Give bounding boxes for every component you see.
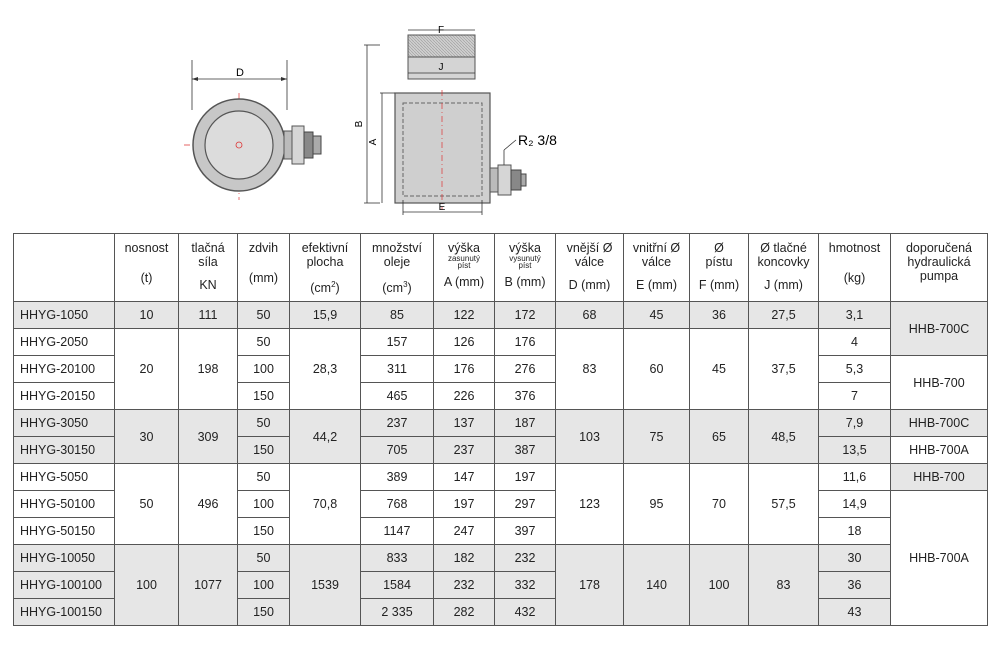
zdvih-cell: 150 — [238, 437, 290, 464]
vyska-a-cell: 126 — [434, 329, 495, 356]
zdvih-cell: 50 — [238, 464, 290, 491]
plocha-cell: 15,9 — [290, 302, 361, 329]
oleje-cell: 1584 — [361, 572, 434, 599]
header-model — [14, 234, 115, 302]
d-cell: 103 — [556, 410, 624, 464]
vyska-a-cell: 237 — [434, 437, 495, 464]
nosnost-cell: 100 — [115, 545, 179, 626]
nosnost-cell: 30 — [115, 410, 179, 464]
j-cell: 57,5 — [749, 464, 819, 545]
port-label: R₂ 3/8 — [518, 132, 557, 148]
oleje-cell: 389 — [361, 464, 434, 491]
e-cell: 60 — [624, 329, 690, 410]
vyska-b-cell: 187 — [495, 410, 556, 437]
sila-cell: 198 — [179, 329, 238, 410]
pump-cell: HHB-700A — [891, 491, 988, 626]
vyska-b-cell: 197 — [495, 464, 556, 491]
label-B: B — [354, 120, 365, 128]
j-cell: 48,5 — [749, 410, 819, 464]
f-cell: 100 — [690, 545, 749, 626]
zdvih-cell: 150 — [238, 518, 290, 545]
zdvih-cell: 50 — [238, 302, 290, 329]
pump-cell: HHB-700 — [891, 356, 988, 410]
vyska-a-cell: 197 — [434, 491, 495, 518]
vyska-a-cell: 232 — [434, 572, 495, 599]
header-plocha: efektivní plocha $(cm^2)$ — [290, 234, 361, 302]
plocha-cell: 70,8 — [290, 464, 361, 545]
sila-cell: 309 — [179, 410, 238, 464]
j-cell: 27,5 — [749, 302, 819, 329]
header-hmotnost: hmotnost (kg) — [819, 234, 891, 302]
pump-cell: HHB-700 — [891, 464, 988, 491]
vyska-b-cell: 176 — [495, 329, 556, 356]
kg-cell: 36 — [819, 572, 891, 599]
vyska-a-cell: 122 — [434, 302, 495, 329]
model-cell: HHYG-5050 — [14, 464, 115, 491]
plocha-cell: 44,2 — [290, 410, 361, 464]
vyska-b-cell: 397 — [495, 518, 556, 545]
sila-cell: 1077 — [179, 545, 238, 626]
oleje-cell: 2 335 — [361, 599, 434, 626]
header-vyska-b: výška vysunutý píst B (mm) — [495, 234, 556, 302]
pump-cell: HHB-700A — [891, 437, 988, 464]
kg-cell: 3,1 — [819, 302, 891, 329]
model-cell: HHYG-100150 — [14, 599, 115, 626]
kg-cell: 14,9 — [819, 491, 891, 518]
header-oleje: množství oleje $(cm^3)$ — [361, 234, 434, 302]
f-cell: 70 — [690, 464, 749, 545]
header-vyska-a: výška zasunutý píst A (mm) — [434, 234, 495, 302]
model-cell: HHYG-30150 — [14, 437, 115, 464]
vyska-a-cell: 147 — [434, 464, 495, 491]
j-cell: 83 — [749, 545, 819, 626]
zdvih-cell: 100 — [238, 572, 290, 599]
header-zdvih: zdvih (mm) — [238, 234, 290, 302]
label-F: F — [437, 25, 445, 36]
nosnost-cell: 20 — [115, 329, 179, 410]
kg-cell: 7 — [819, 383, 891, 410]
zdvih-cell: 150 — [238, 383, 290, 410]
kg-cell: 11,6 — [819, 464, 891, 491]
label-J: J — [438, 62, 444, 73]
header-vnejsi: vnější Ø válce D (mm) — [556, 234, 624, 302]
oleje-cell: 1147 — [361, 518, 434, 545]
spec-table — [13, 233, 988, 626]
plocha-cell: 1539 — [290, 545, 361, 626]
kg-cell: 43 — [819, 599, 891, 626]
oleje-cell: 465 — [361, 383, 434, 410]
label-D: D — [236, 67, 244, 79]
kg-cell: 13,5 — [819, 437, 891, 464]
oleje-cell: 157 — [361, 329, 434, 356]
oleje-cell: 85 — [361, 302, 434, 329]
nosnost-cell: 10 — [115, 302, 179, 329]
d-cell: 68 — [556, 302, 624, 329]
oleje-cell: 237 — [361, 410, 434, 437]
kg-cell: 5,3 — [819, 356, 891, 383]
e-cell: 75 — [624, 410, 690, 464]
header-nosnost: nosnost (t) — [115, 234, 179, 302]
oleje-cell: 311 — [361, 356, 434, 383]
zdvih-cell: 50 — [238, 329, 290, 356]
header-pumpa: doporučená hydraulická pumpa — [891, 234, 988, 302]
oleje-cell: 768 — [361, 491, 434, 518]
d-cell: 178 — [556, 545, 624, 626]
top-view — [184, 60, 321, 200]
vyska-b-cell: 332 — [495, 572, 556, 599]
d-cell: 83 — [556, 329, 624, 410]
f-cell: 36 — [690, 302, 749, 329]
pump-cell: HHB-700C — [891, 410, 988, 437]
header-sila: tlačná síla KN — [179, 234, 238, 302]
kg-cell: 7,9 — [819, 410, 891, 437]
model-cell: HHYG-10050 — [14, 545, 115, 572]
header-vnitrni: vnitřní Ø válce E (mm) — [624, 234, 690, 302]
cylinder-drawing — [0, 0, 1000, 232]
vyska-a-cell: 247 — [434, 518, 495, 545]
model-cell: HHYG-50100 — [14, 491, 115, 518]
f-cell: 45 — [690, 329, 749, 410]
vyska-b-cell: 376 — [495, 383, 556, 410]
vyska-b-cell: 297 — [495, 491, 556, 518]
vyska-b-cell: 432 — [495, 599, 556, 626]
model-cell: HHYG-3050 — [14, 410, 115, 437]
kg-cell: 18 — [819, 518, 891, 545]
sila-cell: 111 — [179, 302, 238, 329]
pump-cell: HHB-700C — [891, 302, 988, 356]
side-view — [354, 25, 557, 215]
zdvih-cell: 150 — [238, 599, 290, 626]
d-cell: 123 — [556, 464, 624, 545]
model-cell: HHYG-20100 — [14, 356, 115, 383]
model-cell: HHYG-1050 — [14, 302, 115, 329]
nosnost-cell: 50 — [115, 464, 179, 545]
zdvih-cell: 100 — [238, 491, 290, 518]
model-cell: HHYG-50150 — [14, 518, 115, 545]
header-koncovky: Ø tlačné koncovky J (mm) — [749, 234, 819, 302]
e-cell: 95 — [624, 464, 690, 545]
model-cell: HHYG-2050 — [14, 329, 115, 356]
kg-cell: 30 — [819, 545, 891, 572]
vyska-a-cell: 226 — [434, 383, 495, 410]
header-pistu: Ø pístu F (mm) — [690, 234, 749, 302]
f-cell: 65 — [690, 410, 749, 464]
vyska-b-cell: 172 — [495, 302, 556, 329]
label-A: A — [368, 138, 379, 146]
sila-cell: 496 — [179, 464, 238, 545]
zdvih-cell: 50 — [238, 410, 290, 437]
label-E: E — [438, 202, 446, 213]
e-cell: 140 — [624, 545, 690, 626]
vyska-a-cell: 282 — [434, 599, 495, 626]
model-cell: HHYG-20150 — [14, 383, 115, 410]
zdvih-cell: 50 — [238, 545, 290, 572]
plocha-cell: 28,3 — [290, 329, 361, 410]
oleje-cell: 833 — [361, 545, 434, 572]
j-cell: 37,5 — [749, 329, 819, 410]
e-cell: 45 — [624, 302, 690, 329]
vyska-b-cell: 276 — [495, 356, 556, 383]
kg-cell: 4 — [819, 329, 891, 356]
vyska-b-cell: 387 — [495, 437, 556, 464]
zdvih-cell: 100 — [238, 356, 290, 383]
vyska-b-cell: 232 — [495, 545, 556, 572]
vyska-a-cell: 182 — [434, 545, 495, 572]
vyska-a-cell: 176 — [434, 356, 495, 383]
vyska-a-cell: 137 — [434, 410, 495, 437]
oleje-cell: 705 — [361, 437, 434, 464]
model-cell: HHYG-100100 — [14, 572, 115, 599]
